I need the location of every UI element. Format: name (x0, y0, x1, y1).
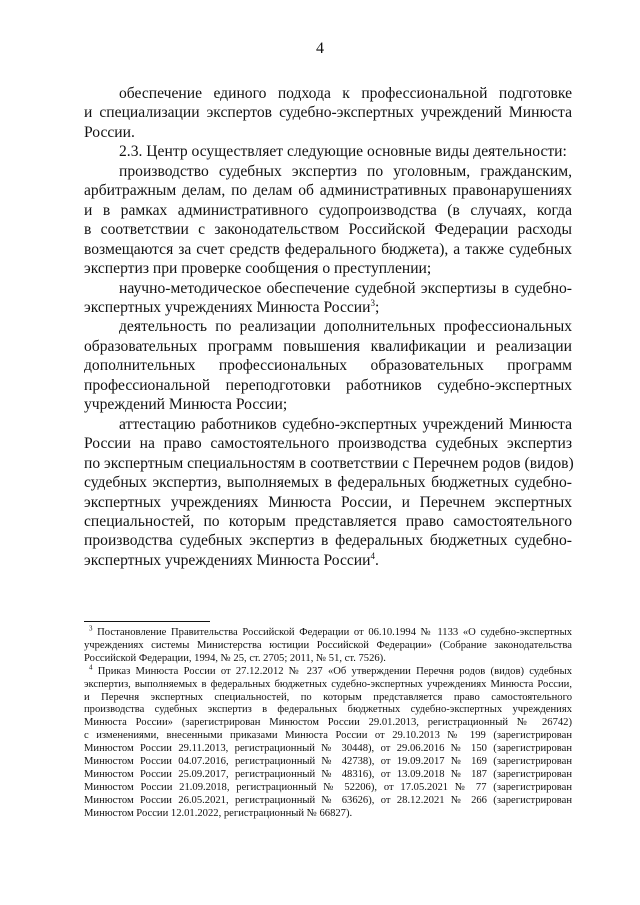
text-line (84, 531, 572, 550)
line-text: Российской Федерации, 1994, № 25, ст. 2705; 2011, № 51, ст. 7526). (84, 652, 386, 664)
text-line (84, 317, 572, 336)
text-line (84, 493, 572, 512)
line-text: 2.3. Центр осуществляет следующие основные виды деятельности: (119, 143, 567, 161)
text-line (84, 84, 572, 103)
footnote-line (84, 653, 572, 666)
line-text: профессиональной переподготовки работников судебно-экспертных (84, 376, 572, 394)
footnote-line (84, 624, 572, 640)
footnote-marker: 4 (89, 663, 93, 672)
footnote-line (84, 640, 572, 653)
line-text: экспертиз при проверке сообщения о преступлении; (84, 260, 432, 278)
text-line (84, 356, 572, 375)
line-punct: ; (375, 298, 380, 316)
line-text: экспертиз, выполняемых в федеральных бюджетных судебно-экспертных учреждениях Минюста России, (84, 678, 572, 690)
line-text: экспертных учреждениях Минюста России (84, 298, 371, 316)
line-text: обеспечение единого подхода к профессиональной подготовке (119, 85, 572, 102)
body-text (84, 84, 572, 570)
footnote-line (84, 769, 572, 782)
footnote-line (84, 808, 572, 821)
line-text: арбитражным делам, по делам об административных правонарушениях (84, 182, 572, 200)
text-line (84, 123, 572, 142)
line-punct: . (375, 551, 379, 569)
line-text: и Перечня экспертных специальностей, по которым представляется право самостоятельного (84, 691, 572, 703)
line-text: научно-методическое обеспечение судебной экспертизы в судебно- (119, 279, 572, 297)
footnote-line (84, 704, 572, 717)
line-text: аттестацию работников судебно-экспертных учреждений Минюста (119, 415, 572, 433)
line-text: и специализации экспертов судебно-экспертных учреждений Минюста (84, 104, 572, 122)
text-line (84, 220, 572, 239)
footnote-line (84, 743, 572, 756)
line-text: судебных экспертиз, выполняемых в федеральных бюджетных судебно- (84, 474, 572, 492)
text-line (84, 512, 572, 531)
line-text: Минюстом России 12.01.2022, регистрационный № 66827). (84, 807, 353, 819)
footnote-line (84, 730, 572, 743)
footnotes (84, 624, 572, 821)
line-text: деятельность по реализации дополнительных профессиональных (119, 318, 572, 336)
text-line (84, 181, 572, 200)
line-text: России на право самостоятельного производства судебных экспертиз (84, 435, 572, 453)
line-text: Минюстом России 25.09.2017, регистрационный № 48316), от 13.09.2018 № 187 (зарегистрирован (84, 768, 572, 780)
text-line (84, 415, 572, 434)
text-line (84, 142, 572, 161)
line-text: Минюстом России 21.09.2018, регистрационный № 52206), от 17.05.2021 № 77 (зарегистрирован (84, 781, 572, 793)
line-text: Минюстом России 29.11.2013, регистрационный № 30448), от 29.06.2016 № 150 (зарегистрирован (84, 743, 572, 755)
line-text: специальностей, по которым представляется право самостоятельного (84, 512, 572, 530)
text-line (84, 240, 572, 259)
line-text: Постановление Правительства Российской Федерации от 06.10.1994 № 1133 «О судебно-экспертных (92, 627, 572, 638)
text-line (84, 395, 572, 414)
line-text: учреждений Минюста России; (84, 396, 288, 414)
line-text: учреждениях системы Министерства юстиции Российской Федерации» (Собрание законодательства (84, 639, 572, 651)
footnote-reference: 3 (370, 297, 375, 308)
text-line (84, 337, 572, 356)
footnote-reference: 4 (370, 550, 375, 561)
line-text: России. (84, 123, 135, 141)
footnote-line (84, 663, 572, 679)
line-text: Минюста России» (зарегистрирован Минюстом России 29.01.2013, регистрационный № 26742) (84, 717, 572, 729)
line-text: образовательных программ повышения квалификации и реализации (84, 337, 572, 355)
line-text: экспертных учреждениях Минюста России (84, 551, 371, 569)
line-text: Минюстом России 04.07.2016, регистрационный № 42738), от 19.09.2017 № 169 (зарегистрирован (84, 756, 572, 768)
text-line (84, 201, 572, 220)
line-text: Минюстом России 26.05.2021, регистрационный № 63626), от 28.12.2021 № 266 (зарегистрирован (84, 794, 572, 806)
line-text: дополнительных профессиональных образовательных программ (84, 357, 572, 375)
line-text: в соответствии с законодательством Российской Федерации расходы (84, 221, 572, 239)
line-text: возмещаются за счет средств федерального бюджета), а также судебных (84, 240, 572, 258)
text-line (84, 434, 572, 453)
footnote-line (84, 692, 572, 705)
text-line (84, 162, 572, 181)
text-line (84, 259, 572, 278)
text-line (84, 103, 572, 122)
footnote-line (84, 795, 572, 808)
text-line (84, 551, 572, 570)
line-text: производства судебных экспертиз в федеральных бюджетных судебно- (84, 532, 572, 550)
line-text: и в рамках административного судопроизводства (в случаях, когда (84, 201, 572, 219)
footnote-line (84, 717, 572, 730)
text-line (84, 473, 572, 492)
text-line (84, 454, 572, 473)
text-line (84, 279, 572, 298)
footnote-separator (84, 621, 210, 622)
line-text: по экспертным специальностям в соответствии с Перечнем родов (видов) (84, 454, 574, 472)
line-text: с изменениями, внесенными приказами Минюста России от 29.10.2013 № 199 (зарегистрирован (84, 730, 572, 742)
footnote-line (84, 756, 572, 769)
page-number: 4 (316, 40, 324, 57)
footnote-line (84, 679, 572, 692)
line-text: Приказ Минюста России от 27.12.2012 № 237 «Об утверждении Перечня родов (видов) судебных (92, 665, 572, 677)
line-text: экспертных учреждениях Минюста России, и Перечнем экспертных (84, 493, 572, 511)
footnote-line (84, 782, 572, 795)
line-text: производство судебных экспертиз по уголовным, гражданским, (119, 162, 572, 180)
line-text: производства судебных экспертиз в федеральных бюджетных судебно-экспертных учреждениях (84, 704, 572, 716)
text-line (84, 298, 572, 317)
footnote-marker: 3 (89, 624, 93, 633)
text-line (84, 376, 572, 395)
